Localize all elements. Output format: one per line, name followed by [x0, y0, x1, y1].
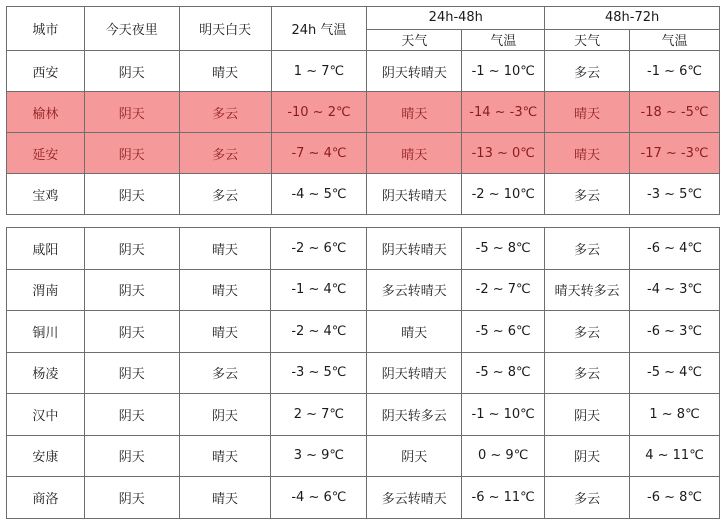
weather-48h-cell: 阴天转晴天 — [367, 352, 462, 394]
tomorrow-day-cell: 阴天 — [179, 394, 271, 436]
city-cell: 商洛 — [7, 477, 85, 519]
table-row — [7, 174, 720, 215]
weather-72h-cell: 晴天 — [545, 92, 630, 133]
temp-72h-cell: -3 ~ 5℃ — [630, 174, 720, 215]
tomorrow-day-cell: 晴天 — [179, 228, 271, 270]
temp-24h-cell: 2 ~ 7℃ — [271, 394, 367, 436]
city-cell: 咸阳 — [7, 228, 85, 270]
header-city: 城市 — [7, 7, 85, 51]
weather-48h-cell: 阴天转晴天 — [367, 228, 462, 270]
table-row — [7, 477, 720, 519]
temp-48h-cell: -1 ~ 10℃ — [462, 394, 545, 436]
temp-72h-cell: -17 ~ -3℃ — [630, 133, 720, 174]
weather-48h-cell: 阴天转晴天 — [367, 51, 462, 92]
temp-48h-cell: -5 ~ 8℃ — [462, 228, 545, 270]
weather-48h-cell: 晴天 — [367, 92, 462, 133]
city-cell: 西安 — [7, 51, 85, 92]
weather-72h-cell: 阴天 — [545, 394, 630, 436]
city-cell: 杨凌 — [7, 352, 85, 394]
temp-24h-cell: -2 ~ 6℃ — [271, 228, 367, 270]
table-body-top — [7, 51, 720, 215]
temp-48h-cell: -14 ~ -3℃ — [462, 92, 545, 133]
temp-72h-cell: -6 ~ 4℃ — [630, 228, 720, 270]
weather-72h-cell: 多云 — [545, 352, 630, 394]
forecast-table-bottom — [6, 227, 720, 519]
temp-48h-cell: -13 ~ 0℃ — [462, 133, 545, 174]
table-row — [7, 435, 720, 477]
weather-48h-cell: 多云转晴天 — [367, 477, 462, 519]
tonight-cell: 阴天 — [84, 394, 179, 436]
temp-72h-cell: 1 ~ 8℃ — [630, 394, 720, 436]
table-row — [7, 352, 720, 394]
weather-48h-cell: 晴天 — [367, 311, 462, 353]
table-row — [7, 228, 720, 270]
header-tonight: 今天夜里 — [84, 7, 179, 51]
temp-48h-cell: -2 ~ 10℃ — [462, 174, 545, 215]
header-temp-24h: 24h 气温 — [271, 7, 367, 51]
city-cell: 榆林 — [7, 92, 85, 133]
temp-72h-cell: -1 ~ 6℃ — [630, 51, 720, 92]
temp-24h-cell: -3 ~ 5℃ — [271, 352, 367, 394]
temp-48h-cell: -5 ~ 8℃ — [462, 352, 545, 394]
header-group-24-48h: 24h-48h — [367, 7, 545, 30]
temp-24h-cell: -4 ~ 6℃ — [271, 477, 367, 519]
weather-48h-cell: 阴天 — [367, 435, 462, 477]
temp-24h-cell: 1 ~ 7℃ — [271, 51, 367, 92]
header-weather-48h: 天气 — [367, 29, 462, 51]
temp-48h-cell: -1 ~ 10℃ — [462, 51, 545, 92]
tonight-cell: 阴天 — [84, 174, 179, 215]
tomorrow-day-cell: 晴天 — [179, 51, 271, 92]
weather-48h-cell: 晴天 — [367, 133, 462, 174]
table-row — [7, 133, 720, 174]
city-cell: 铜川 — [7, 311, 85, 353]
temp-24h-cell: -2 ~ 4℃ — [271, 311, 367, 353]
temp-24h-cell: -4 ~ 5℃ — [271, 174, 367, 215]
tomorrow-day-cell: 多云 — [179, 352, 271, 394]
city-cell: 安康 — [7, 435, 85, 477]
tonight-cell: 阴天 — [84, 435, 179, 477]
header-weather-72h: 天气 — [545, 29, 630, 51]
temp-48h-cell: 0 ~ 9℃ — [462, 435, 545, 477]
tomorrow-day-cell: 晴天 — [179, 435, 271, 477]
header-tomorrow-day: 明天白天 — [179, 7, 271, 51]
weather-72h-cell: 多云 — [545, 311, 630, 353]
tomorrow-day-cell: 晴天 — [179, 311, 271, 353]
tonight-cell: 阴天 — [84, 352, 179, 394]
weather-72h-cell: 多云 — [545, 477, 630, 519]
table-row — [7, 51, 720, 92]
weather-48h-cell: 阴天转晴天 — [367, 174, 462, 215]
weather-48h-cell: 多云转晴天 — [367, 269, 462, 311]
tomorrow-day-cell: 多云 — [179, 92, 271, 133]
temp-72h-cell: -6 ~ 8℃ — [630, 477, 720, 519]
weather-48h-cell: 阴天转多云 — [367, 394, 462, 436]
weather-72h-cell: 多云 — [545, 51, 630, 92]
city-cell: 渭南 — [7, 269, 85, 311]
table-row — [7, 92, 720, 133]
weather-72h-cell: 晴天转多云 — [545, 269, 630, 311]
temp-72h-cell: -18 ~ -5℃ — [630, 92, 720, 133]
tonight-cell: 阴天 — [84, 477, 179, 519]
tomorrow-day-cell: 晴天 — [179, 269, 271, 311]
temp-24h-cell: -1 ~ 4℃ — [271, 269, 367, 311]
temp-24h-cell: -10 ~ 2℃ — [271, 92, 367, 133]
tomorrow-day-cell: 晴天 — [179, 477, 271, 519]
temp-72h-cell: -6 ~ 3℃ — [630, 311, 720, 353]
weather-72h-cell: 多云 — [545, 174, 630, 215]
tonight-cell: 阴天 — [84, 311, 179, 353]
header-temp-72h: 气温 — [630, 29, 720, 51]
tonight-cell: 阴天 — [84, 269, 179, 311]
tomorrow-day-cell: 多云 — [179, 174, 271, 215]
tonight-cell: 阴天 — [84, 133, 179, 174]
temp-72h-cell: -5 ~ 4℃ — [630, 352, 720, 394]
city-cell: 延安 — [7, 133, 85, 174]
tonight-cell: 阴天 — [84, 92, 179, 133]
forecast-table-top — [6, 6, 720, 215]
header-group-48-72h: 48h-72h — [545, 7, 720, 30]
weather-72h-cell: 多云 — [545, 228, 630, 270]
temp-24h-cell: 3 ~ 9℃ — [271, 435, 367, 477]
tonight-cell: 阴天 — [84, 51, 179, 92]
tomorrow-day-cell: 多云 — [179, 133, 271, 174]
temp-48h-cell: -6 ~ 11℃ — [462, 477, 545, 519]
city-cell: 宝鸡 — [7, 174, 85, 215]
temp-48h-cell: -2 ~ 7℃ — [462, 269, 545, 311]
temp-24h-cell: -7 ~ 4℃ — [271, 133, 367, 174]
temp-72h-cell: -4 ~ 3℃ — [630, 269, 720, 311]
temp-72h-cell: 4 ~ 11℃ — [630, 435, 720, 477]
city-cell: 汉中 — [7, 394, 85, 436]
table-row — [7, 311, 720, 353]
table-row — [7, 394, 720, 436]
table-row — [7, 269, 720, 311]
weather-72h-cell: 晴天 — [545, 133, 630, 174]
tonight-cell: 阴天 — [84, 228, 179, 270]
weather-72h-cell: 阴天 — [545, 435, 630, 477]
header-temp-48h: 气温 — [462, 29, 545, 51]
table-body-bottom — [7, 228, 720, 519]
temp-48h-cell: -5 ~ 6℃ — [462, 311, 545, 353]
